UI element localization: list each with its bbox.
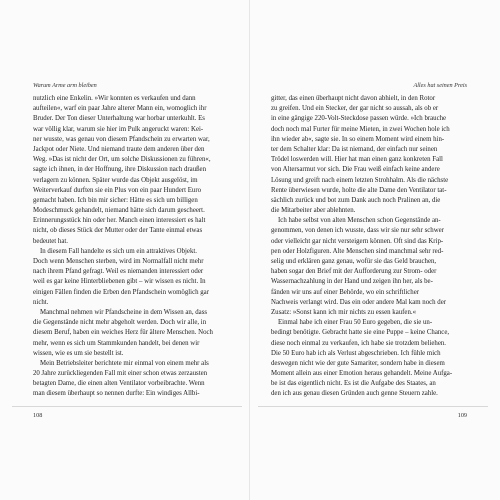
text-line: verlagern zu können. Später wurde das Objekt ausgelöst, im <box>33 176 198 184</box>
text-line: die Gegenstände nicht mehr abgeholt werden. Doch wir alle, in <box>33 319 207 327</box>
text-line: be ist das eigentlich nicht. Es ist die Aufgabe des Staates, an <box>271 380 436 388</box>
text-line: nach ihrem Pfand gefragt. Weil es niemanden interessiert oder <box>33 268 204 276</box>
text-line: Ich habe selbst von alten Menschen schon Gegenstände an- <box>278 217 441 225</box>
right-page-body <box>271 94 467 400</box>
text-line: Weg. »Das ist nicht der Ort, um solche Diskussionen zu führen«, <box>33 156 211 164</box>
text-line: nutzlich eine Enkelin. »Wir konnten es verkaufen und dann <box>33 95 196 102</box>
text-line: nicht, ob dieses Stück der Mutter oder der Tante einmal etwas <box>33 227 203 235</box>
text-line: Rente überwiesen wurde, holte die alte Dame den Ventilator tat- <box>271 186 447 194</box>
text-line: Bruder. Der Ton dieser Unterhaltung war horbar unterkuhlt. Es <box>33 115 205 123</box>
text-line: Manchmal nehmen wir Pfandscheine in dem Wissen an, dass <box>40 308 208 316</box>
text-line: in eine gängige 220-Volt-Steckdose passen würde. »Ich brauche <box>271 115 447 123</box>
text-line: Zusatz: »Sonst kann ich mir nichts zu essen kaufen.« <box>271 308 417 316</box>
text-line: Trödel loswerden will. Hier hat man einen ganz konkreten Fall <box>271 156 443 164</box>
text-line: Lösung und greift nach einem letzten Strohhalm. Als die nächste <box>271 176 449 184</box>
left-page-body <box>33 94 229 400</box>
text-line: die Mitarbeiter aber ablehnten. <box>271 207 356 215</box>
text-line: Moment allein aus einer Emotion heraus gehandelt. Meine Aufga- <box>271 370 453 378</box>
text-line: wissen, wie es um sie bestellt ist. <box>33 349 124 357</box>
text-line: sächlich zurück und bot zum Dank auch noch Pralinen an, die <box>271 196 441 204</box>
text-line: Doch wenn Menschen sterben, wird im Normalfall nicht mehr <box>33 258 204 265</box>
text-line: gitter, das einen überhaupt nicht davon abhielt, in den Rotor <box>271 95 436 102</box>
text-line: ner wusste, was genau von diesem Pfandschein zu erwarten war, <box>33 135 210 143</box>
text-line: diese noch einmal zu verkaufen, ich habe sie trotzdem beliehen. <box>271 339 447 347</box>
text-line: Wassernachzahlung in der Hand und zeigen ihn her, als be- <box>271 278 433 286</box>
text-line: gemacht haben. Ich bin mir sicher: Hätte es sich um billigen <box>33 196 198 204</box>
text-line: Nachweis verlangt wird. Das ein oder andere Mal kam noch der <box>271 298 447 306</box>
text-line: ihn wieder ab«, sagte sie. In so einem Moment wird einem hin- <box>271 135 445 143</box>
text-line: Modeschmuck gehandelt, niemand hätte sich darum gescheert. <box>33 207 205 215</box>
text-line: von Altersarmut vor sich. Die Frau weiß einfach keine andere <box>271 166 440 174</box>
text-line: Jackpot oder Niete. Und niemand traute dem anderen über den <box>33 145 205 153</box>
text-line: genommen, von denen ich wusste, dass wir sie nur sehr schwer <box>271 227 444 235</box>
text-line: Erinnerungsstück hin oder her. Manch einen interessiert es halt <box>33 217 206 225</box>
footer-rule-right <box>258 406 488 407</box>
text-line: fänden wir uns auf einer Behörde, wo ein schriftlicher <box>271 288 420 296</box>
text-line: mehr, wenn es sich um Stammkunden handelt, bei denen wir <box>33 339 200 347</box>
text-line: haben sogar den Brief mit der Aufforderung zur Strom- oder <box>271 268 437 276</box>
text-line: bedeutet hat. <box>33 237 68 245</box>
text-line: betagten Dame, die einen alten Ventilator vorbeibrachte. Wenn <box>33 380 205 388</box>
text-line: selig und erklären ganz genau, wofür sie das Geld brauchen, <box>271 258 437 265</box>
text-line: In diesem Fall handelte es sich um ein attraktives Objekt. <box>40 247 197 255</box>
page-number-left: 108 <box>33 412 43 419</box>
text-line: Weiterverkauf durften sie ein Plus von ein paar Hundert Euro <box>33 186 202 194</box>
text-line: bedingt benötigte. Gebracht hatte sie eine Puppe – keine Chance, <box>271 329 450 337</box>
right-page <box>250 0 500 500</box>
text-line: pen oder Holzfiguren. Alte Menschen sind manchmal sehr red- <box>271 247 444 255</box>
text-line: sagte ich ihnen, in der Hoffnung, ihre Diskussion nach draußen <box>33 166 207 174</box>
text-line: Die 50 Euro hab ich als Verlust abgeschrieben. Ich fühle mich <box>271 349 441 357</box>
text-line: deswegen nicht wie der gute Samariter, sondern habe in diesem <box>271 359 445 367</box>
text-line: ter dem Schalter klar: Da ist niemand, der einfach nur seinen <box>271 145 438 153</box>
text-line: man diesem überhaupt so nennen durfte: Ein windiges Allbi- <box>33 390 200 398</box>
footer-rule-left <box>12 406 242 407</box>
text-line: nicht. <box>33 298 49 306</box>
text-line: Einmal habe ich einer Frau 50 Euro gegeben, die sie un- <box>278 319 433 327</box>
text-line: weil es gar keine Hinterbliebenen gibt – wir wissen es nicht. In <box>33 278 206 286</box>
text-line: diesem Beruf, haben ein weiches Herz für ältere Menschen. Noch <box>33 329 213 337</box>
text-line: 20 Jahre zurückliegenden Fall mit einer schon etwas zerzausten <box>33 370 208 378</box>
text-line: doch noch mal Furter für meine Mieten, in zwei Wochen hole ich <box>271 125 450 133</box>
text-line: den ich aus genau diesen Gründen auch genne Steuern zahle. <box>271 390 438 398</box>
text-line: war völlig klar, warum sie hier im Pulk angeruckt waren: Kei- <box>33 125 204 133</box>
running-head-left: Warum Arme arm bleiben <box>33 82 97 89</box>
page-number-right: 109 <box>457 412 467 419</box>
text-line: einigen Fällen finden die Erben den Pfandschein womöglich gar <box>33 288 209 296</box>
text-line: zu greifen. Und ein Stecker, der gar nicht so aussah, als ob er <box>271 105 439 113</box>
text-line: oder vielleicht gar nicht versteigern können. Oft sind das Krip- <box>271 237 444 245</box>
text-line: aufteilen«, warf ein paar Jahre alterer Mann ein, womoglich ihr <box>33 105 207 113</box>
text-line: Mein Betriebsleiter berichtete mir einmal von einem mehr als <box>40 359 209 367</box>
running-head-right: Alles hat seinen Preis <box>413 82 467 89</box>
